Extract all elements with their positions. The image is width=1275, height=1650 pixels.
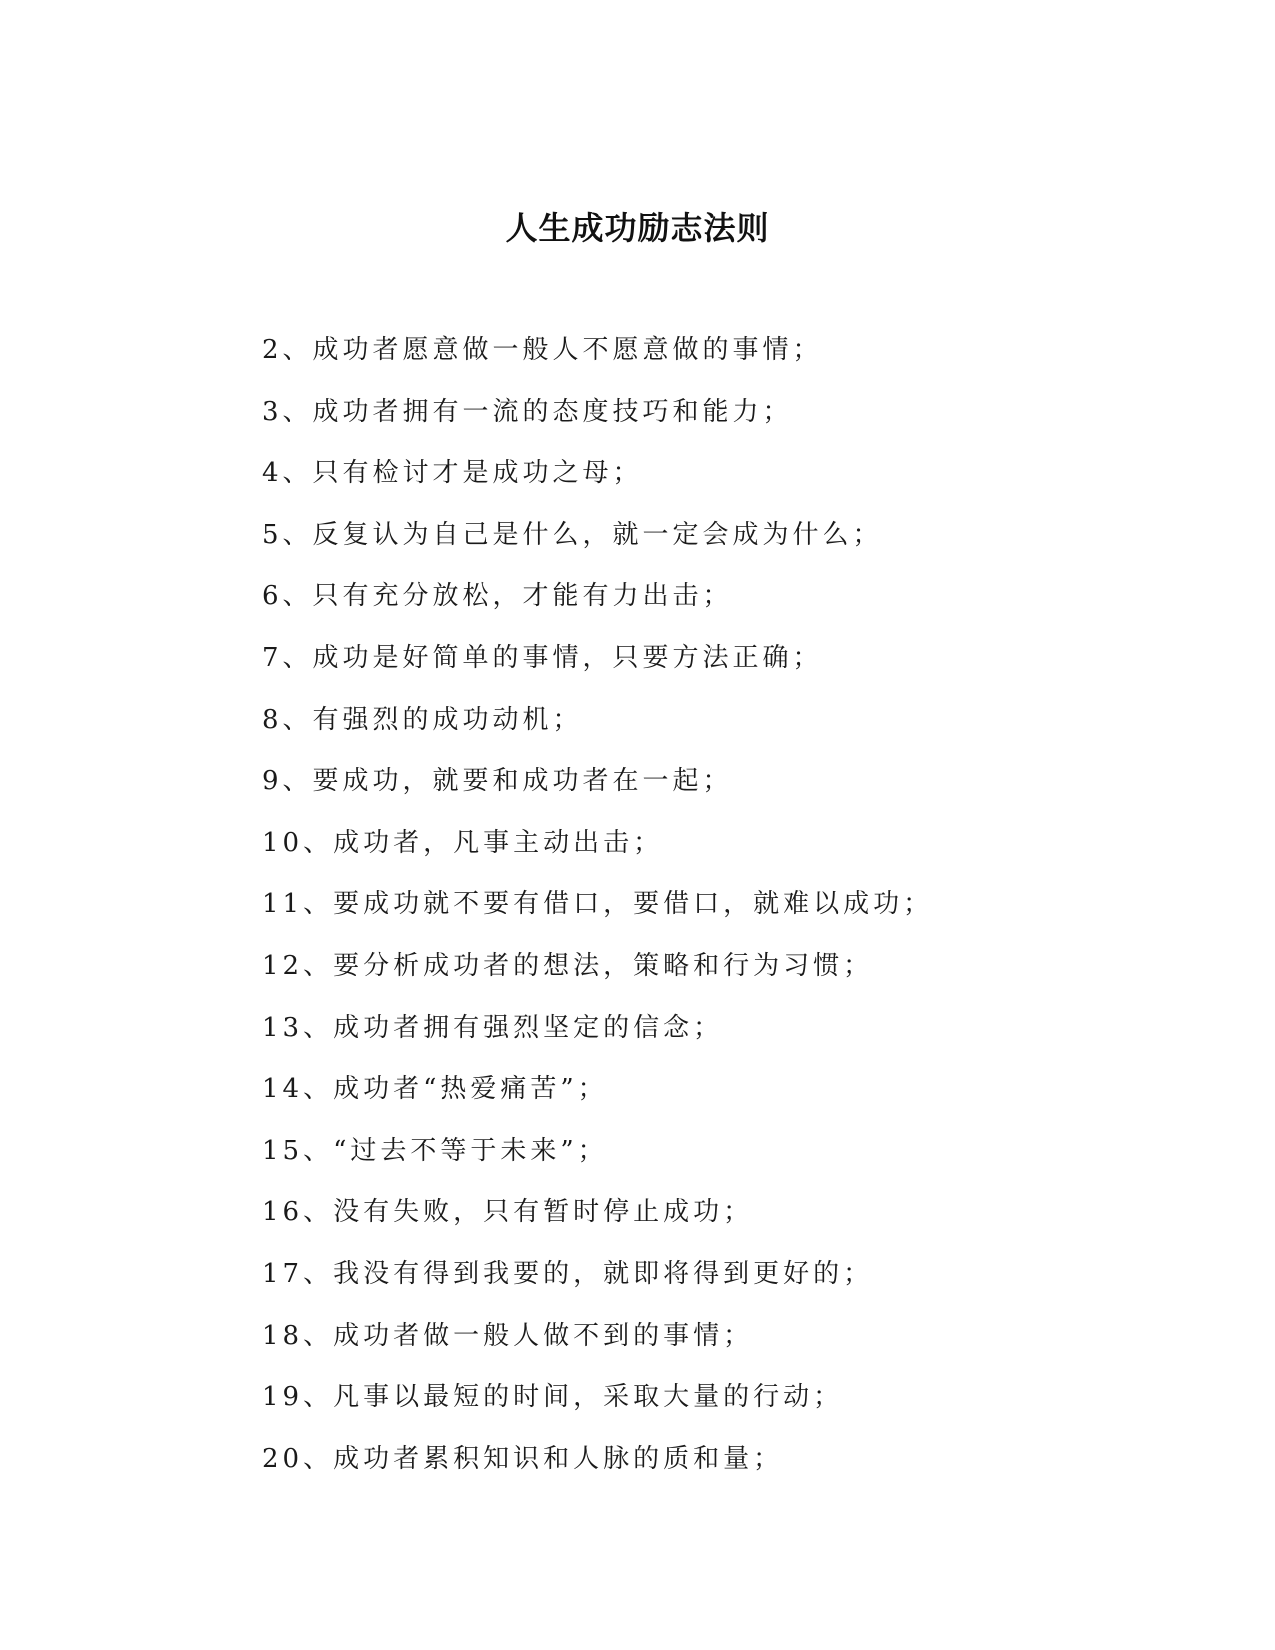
list-item: 5、反复认为自己是什么，就一定会成为什么； xyxy=(262,519,883,550)
document-title: 人生成功励志法则 xyxy=(505,209,770,247)
list-item: 7、成功是好简单的事情，只要方法正确； xyxy=(262,642,823,673)
list-item: 4、只有检讨才是成功之母； xyxy=(262,458,643,489)
list-item: 16、没有失败，只有暂时停止成功； xyxy=(262,1197,754,1228)
list-item: 13、成功者拥有强烈坚定的信念； xyxy=(262,1012,724,1043)
list-item: 19、凡事以最短的时间，采取大量的行动； xyxy=(262,1382,844,1413)
list-item: 6、只有充分放松，才能有力出击； xyxy=(262,581,733,612)
list-item: 20、成功者累积知识和人脉的质和量； xyxy=(262,1443,784,1474)
list-item: 18、成功者做一般人做不到的事情； xyxy=(262,1320,754,1351)
rule-list xyxy=(262,330,1162,1500)
list-item: 11、要成功就不要有借口，要借口，就难以成功； xyxy=(262,889,934,920)
list-item: 2、成功者愿意做一般人不愿意做的事情； xyxy=(262,335,823,365)
list-item: 3、成功者拥有一流的态度技巧和能力； xyxy=(262,396,793,427)
list-item: 14、成功者“热爱痛苦”； xyxy=(262,1074,608,1105)
list-item: 17、我没有得到我要的，就即将得到更好的； xyxy=(262,1258,874,1289)
list-item: 8、有强烈的成功动机； xyxy=(262,704,583,735)
list-item: 10、成功者，凡事主动出击； xyxy=(262,827,664,858)
list-item: 12、要分析成功者的想法，策略和行为习惯； xyxy=(262,950,874,981)
list-item: 9、要成功，就要和成功者在一起； xyxy=(262,766,733,797)
list-item: 15、“过去不等于未来”； xyxy=(262,1135,608,1166)
